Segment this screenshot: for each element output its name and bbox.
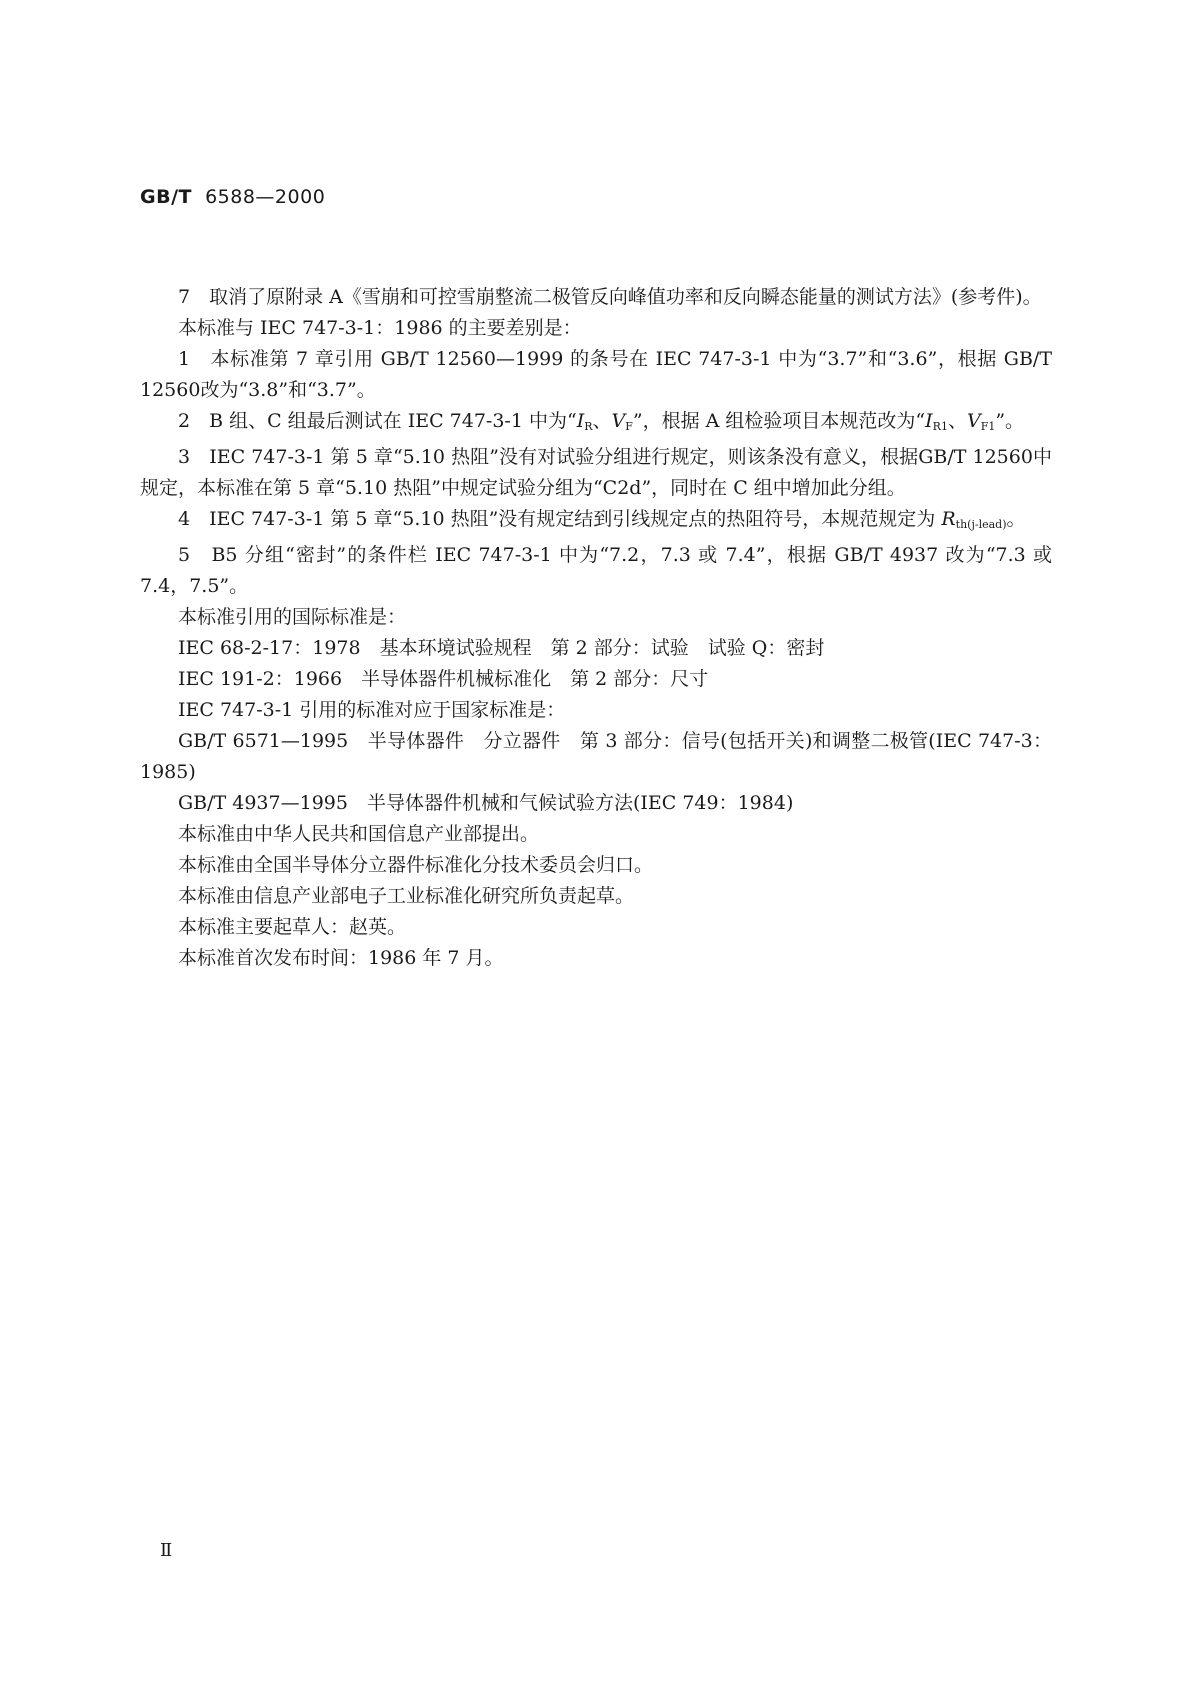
symbol-vf: V — [611, 410, 626, 432]
centralized-by: 本标准由全国半导体分立器件标准化分技术委员会归口。 — [178, 854, 654, 876]
standard-code-number: 6588—2000 — [205, 186, 326, 208]
differences-intro: 本标准与 IEC 747-3-1：1986 的主要差别是： — [178, 317, 582, 339]
symbol-vf1: V — [966, 410, 981, 432]
difference-4-text: 4 IEC 747-3-1 第 5 章“5.10 热阻”没有规定结到引线规定点的热阻符号，本规范规定为 — [178, 508, 942, 530]
separator-2: 、 — [947, 410, 967, 432]
difference-item-5: 5 B5 分组“密封”的条件栏 IEC 747-3-1 中为“7.2，7.3 或 7.4”，根据 GB/T 4937 改为“7.3 或 7.4，7.5”。 — [140, 544, 1052, 597]
document-body — [140, 282, 1052, 974]
difference-2-text-b: ”，根据 A 组检验项目本规范改为“ — [632, 410, 926, 432]
paragraph-item-7: 7 取消了原附录 A《雪崩和可控雪崩整流二极管反向峰值功率和反向瞬态能量的测试方法》(参考件)。 — [178, 286, 1042, 308]
symbol-vf1-subscript: F1 — [980, 420, 996, 433]
proposed-by: 本标准由中华人民共和国信息产业部提出。 — [178, 823, 540, 845]
symbol-vf-subscript: F — [625, 420, 633, 433]
difference-item-3: 3 IEC 747-3-1 第 5 章“5.10 热阻”没有对试验分组进行规定，则该条没有意义，根据GB/T 12560中规定，本标准在第 5 章“5.10 热阻”中规定试验分组为“C2d”，同时在 C 组中增加此分组。 — [140, 446, 1052, 499]
standard-code-prefix: GB/T — [140, 186, 192, 208]
symbol-ir1-subscript: R1 — [932, 420, 948, 433]
drafted-by-org: 本标准由信息产业部电子工业标准化研究所负责起草。 — [178, 885, 635, 907]
difference-item-4 — [140, 504, 1052, 540]
main-drafters: 本标准主要起草人：赵英。 — [178, 916, 407, 938]
symbol-ir-subscript: R — [584, 420, 593, 433]
symbol-rth: R — [941, 508, 956, 530]
standard-code-header — [140, 186, 325, 208]
intl-standards-intro: 本标准引用的国际标准是： — [178, 606, 407, 628]
difference-4-end: 。 — [1006, 508, 1026, 530]
difference-item-1: 1 本标准第 7 章引用 GB/T 12560—1999 的条号在 IEC 747-3-1 中为“3.7”和“3.6”，根据 GB/T 12560改为“3.8”和“3.7”。 — [140, 348, 1052, 401]
intl-standard-1: IEC 68-2-17：1978 基本环境试验规程 第 2 部分：试验 试验 Q：密封 — [178, 637, 825, 659]
national-standard-1: GB/T 6571—1995 半导体器件 分立器件 第 3 部分：信号(包括开关)和调整二极管(IEC 747-3：1985) — [140, 730, 1052, 783]
difference-item-2 — [140, 406, 1052, 442]
symbol-ir1: I — [925, 410, 933, 432]
difference-2-text-c: ”。 — [995, 410, 1025, 432]
intl-standard-2: IEC 191-2：1966 半导体器件机械标准化 第 2 部分：尺寸 — [178, 668, 709, 690]
symbol-ir: I — [576, 410, 585, 432]
difference-2-text-a: 2 B 组、C 组最后测试在 IEC 747-3-1 中为“ — [178, 410, 577, 432]
first-issued: 本标准首次发布时间：1986 年 7 月。 — [178, 947, 504, 969]
page-number: Ⅱ — [160, 1540, 173, 1561]
symbol-rth-subscript: th(j-lead) — [955, 518, 1007, 531]
national-standard-2: GB/T 4937—1995 半导体器件机械和气候试验方法(IEC 749：1984) — [178, 792, 794, 814]
national-standards-intro: IEC 747-3-1 引用的标准对应于国家标准是： — [178, 699, 566, 721]
separator-1: 、 — [592, 410, 612, 432]
